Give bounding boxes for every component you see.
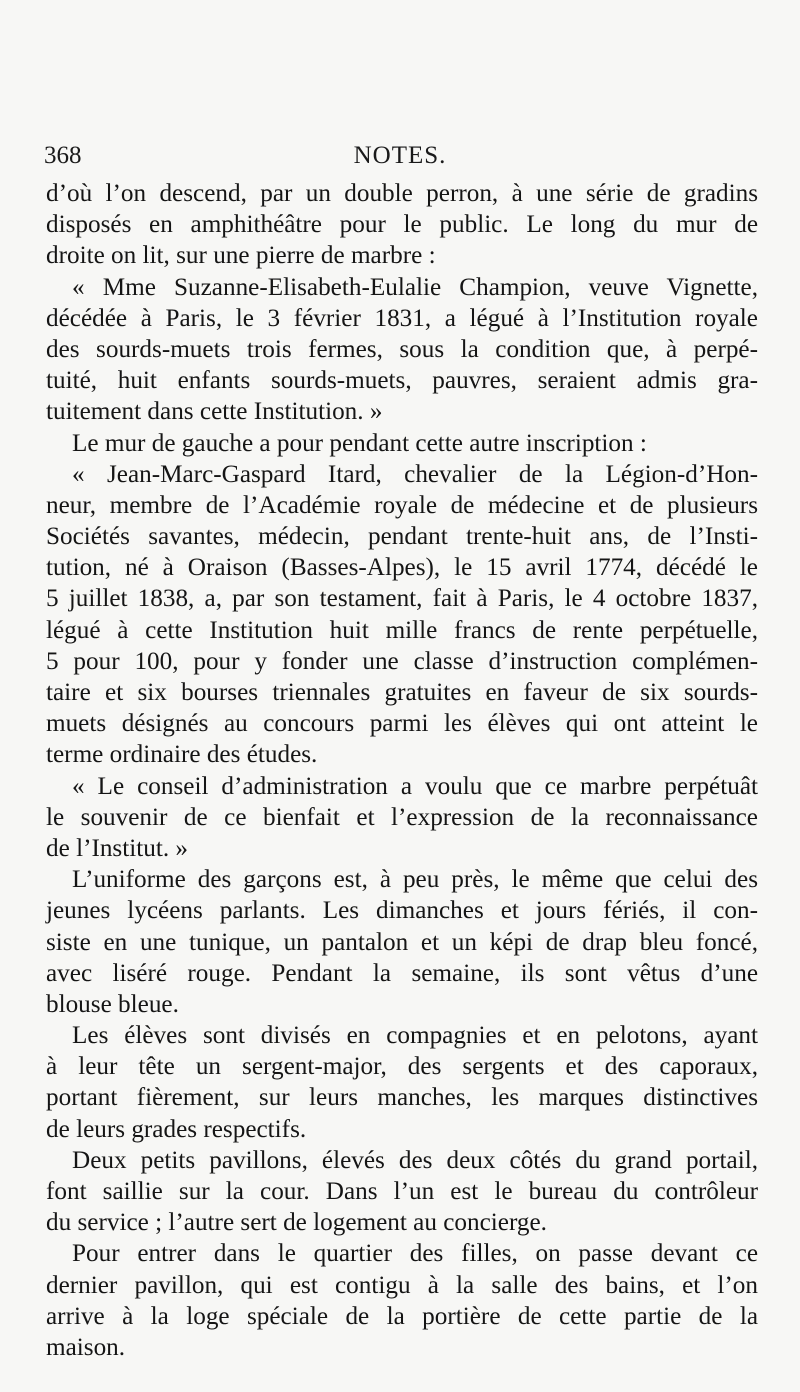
text-line: Pour entrer dans le quartier des filles, on passe devant ce	[72, 1240, 758, 1268]
text-line: « Le conseil d’administration a voulu que ce marbre perpétuât	[72, 772, 758, 800]
text-line: Sociétés savantes, médecin, pendant trente-huit ans, de l’Insti-	[46, 523, 758, 551]
text-line: muets désignés au concours parmi les élèves qui ont atteint le	[46, 710, 758, 738]
text-line: jeunes lycéens parlants. Les dimanches et jours fériés, il con-	[46, 897, 758, 925]
text-line: de leurs grades respectifs.	[46, 1115, 307, 1143]
text-line: « Jean-Marc-Gaspard Itard, chevalier de la Légion-d’Hon-	[72, 460, 758, 488]
text-line: Deux petits pavillons, élevés des deux côtés du grand portail,	[72, 1146, 758, 1174]
text-line: font saillie sur la cour. Dans l’un est le bureau du contrôleur	[46, 1178, 758, 1205]
text-line: tuitement dans cette Institution. »	[46, 398, 383, 426]
text-line: avec liséré rouge. Pendant la semaine, ils sont vêtus d’une	[46, 959, 758, 987]
text-line: légué à cette Institution huit mille francs de rente perpétuelle,	[46, 616, 758, 644]
text-line: du service ; l’autre sert de logement au concierge.	[46, 1209, 547, 1237]
text-line: décédée à Paris, le 3 février 1831, a légué à l’Institution royale	[46, 304, 758, 332]
text-line: terme ordinaire des études.	[46, 741, 318, 769]
text-line: neur, membre de l’Académie royale de médecine et de plusieurs	[46, 491, 758, 519]
text-line: 5 pour 100, pour y fonder une classe d’instruction complémen-	[46, 647, 758, 675]
page-number: 368	[44, 142, 82, 169]
text-line: « Mme Suzanne-Elisabeth-Eulalie Champion, veuve Vignette,	[72, 273, 758, 301]
text-line: taire et six bourses triennales gratuites en faveur de six sourds-	[46, 679, 758, 706]
text-line: siste en une tunique, un pantalon et un képi de drap bleu foncé,	[46, 928, 758, 956]
text-line: Le mur de gauche a pour pendant cette autre inscription :	[72, 429, 647, 457]
text-line: maison.	[46, 1333, 126, 1361]
text-line: tution, né à Oraison (Basses-Alpes), le 15 avril 1774, décédé le	[46, 554, 758, 582]
text-line: disposés en amphithéâtre pour le public. Le long du mur de	[46, 211, 758, 239]
text-line: des sourds-muets trois fermes, sous la condition que, à perpé-	[46, 335, 758, 363]
text-line: blouse bleue.	[46, 990, 179, 1018]
text-line: d’où l’on descend, par un double perron, à une série de gradins	[46, 180, 758, 207]
text-line: L’uniforme des garçons est, à peu près, le même que celui des	[72, 866, 758, 894]
text-line: tuité, huit enfants sourds-muets, pauvres, seraient admis gra-	[46, 367, 758, 395]
text-line: à leur tête un sergent-major, des sergents et des caporaux,	[46, 1053, 758, 1081]
text-line: portant fièrement, sur leurs manches, les marques distinctives	[46, 1084, 758, 1112]
text-line: dernier pavillon, qui est contigu à la salle des bains, et l’on	[46, 1271, 758, 1299]
body-text	[46, 178, 758, 1363]
text-line: 5 juillet 1838, a, par son testament, fait à Paris, le 4 octobre 1837,	[46, 585, 758, 613]
text-line: Les élèves sont divisés en compagnies et en pelotons, ayant	[72, 1022, 758, 1050]
text-line: droite on lit, sur une pierre de marbre :	[46, 242, 436, 270]
page-header	[44, 142, 756, 174]
running-title: NOTES.	[353, 142, 447, 169]
text-line: arrive à la loge spéciale de la portière de cette partie de la	[46, 1302, 758, 1330]
text-line: de l’Institut. »	[46, 834, 189, 862]
text-line: le souvenir de ce bienfait et l’expression de la reconnaissance	[46, 803, 758, 831]
